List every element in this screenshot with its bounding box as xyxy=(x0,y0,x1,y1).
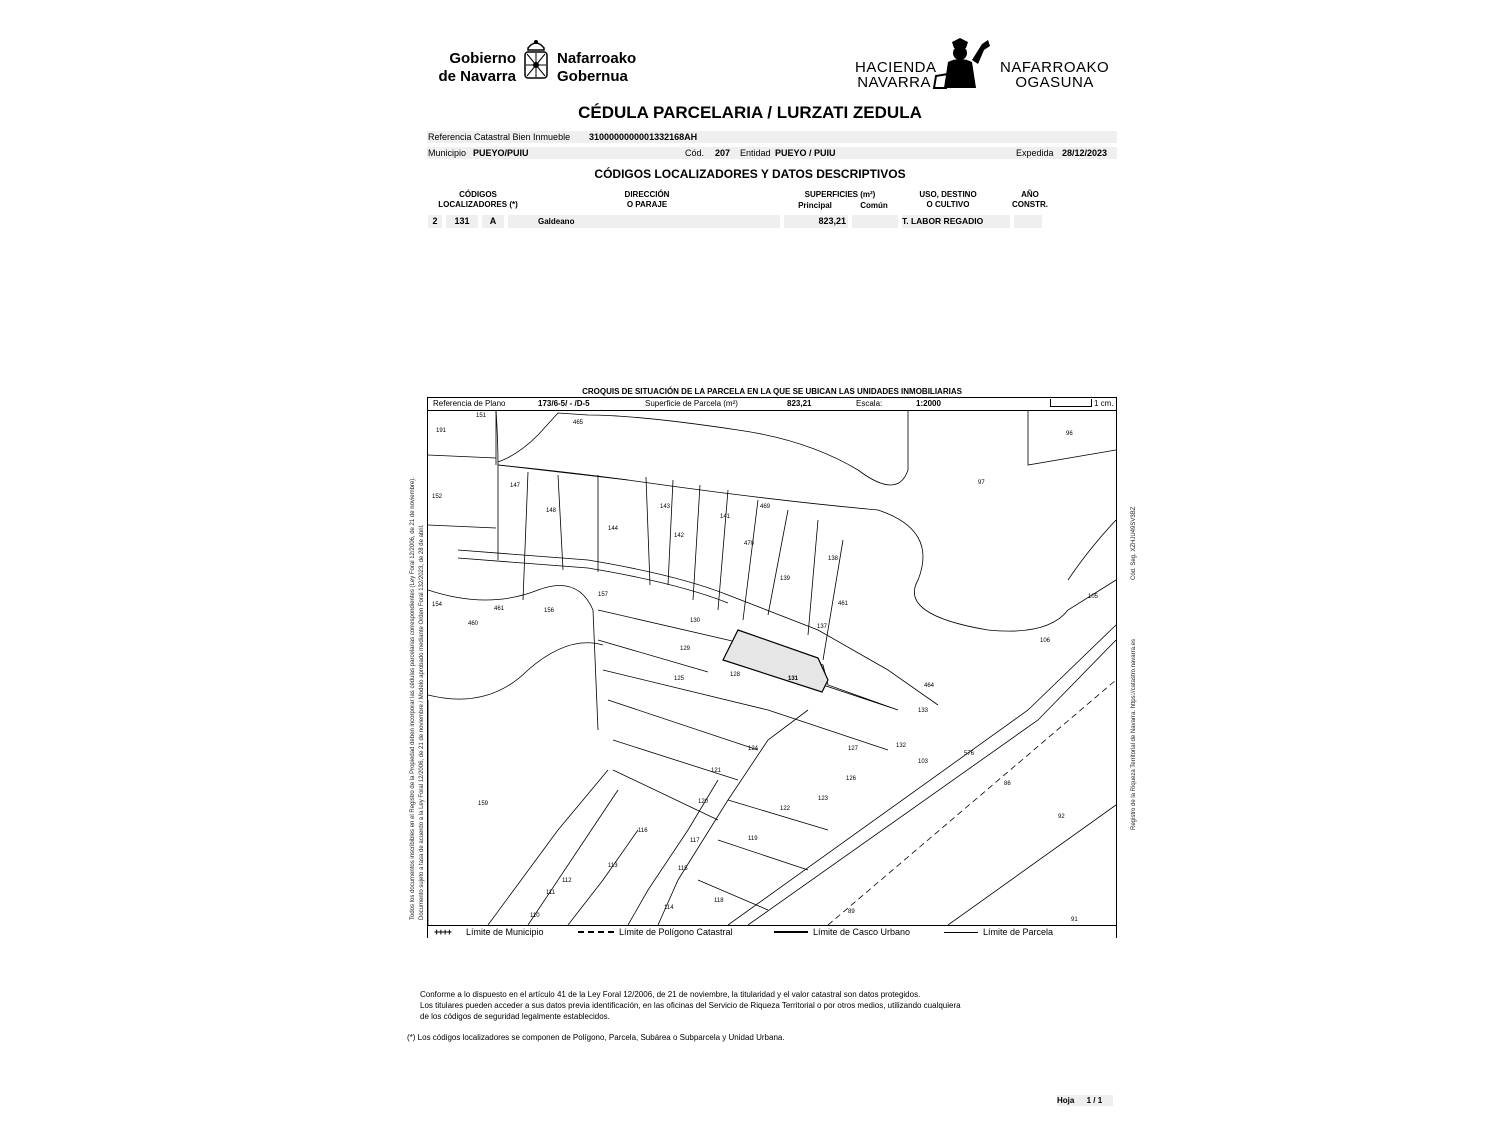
svg-text:141: 141 xyxy=(720,514,731,520)
plano-label: Referencia de Plano xyxy=(433,399,506,408)
svg-text:121: 121 xyxy=(711,768,722,774)
page-number: Hoja 1 / 1 xyxy=(1057,1095,1113,1106)
svg-text:111: 111 xyxy=(546,890,556,896)
legend-poligono: Límite de Polígono Catastral xyxy=(619,927,733,937)
superficie-value: 823,21 xyxy=(787,399,812,408)
poligono-line-icon xyxy=(578,931,614,933)
header-uso: USO, DESTINO O CULTIVO xyxy=(919,190,977,209)
svg-text:461: 461 xyxy=(494,606,505,612)
municipio-value: PUEYO/PUIU xyxy=(473,148,529,158)
svg-text:122: 122 xyxy=(780,806,791,812)
svg-text:144: 144 xyxy=(608,526,619,532)
ref-label: Referencia Catastral Bien Inmueble xyxy=(428,132,571,142)
header-ano: AÑO CONSTR. xyxy=(1012,190,1048,209)
svg-text:576: 576 xyxy=(964,751,975,757)
svg-text:128: 128 xyxy=(730,672,741,678)
legend-municipio: Límite de Municipio xyxy=(466,927,544,937)
svg-text:125: 125 xyxy=(674,676,685,682)
svg-text:464: 464 xyxy=(924,683,935,689)
svg-text:157: 157 xyxy=(598,592,609,598)
row-principal: 823,21 xyxy=(784,215,848,228)
svg-text:115: 115 xyxy=(678,866,688,872)
header-codigos: CÓDIGOS LOCALIZADORES (*) xyxy=(438,190,518,209)
nafarroako-label: Nafarroako Gobernua xyxy=(557,50,637,85)
header-direccion: DIRECCIÓN O PARAJE xyxy=(624,190,670,209)
svg-text:96: 96 xyxy=(1066,431,1073,437)
svg-text:156: 156 xyxy=(544,608,555,614)
scale-unit: 1 cm. xyxy=(1094,399,1114,408)
plano-value: 173/6-5/ - /D-5 xyxy=(538,399,590,408)
row-paraje: Galdeano xyxy=(508,215,780,228)
cod-label: Cód. xyxy=(685,148,705,158)
svg-text:92: 92 xyxy=(1058,814,1065,820)
svg-text:110: 110 xyxy=(530,913,540,919)
svg-text:113: 113 xyxy=(608,863,618,869)
entidad-label: Entidad xyxy=(740,148,771,158)
svg-text:117: 117 xyxy=(690,838,700,844)
svg-text:159: 159 xyxy=(478,801,489,807)
municipio-label: Municipio xyxy=(428,148,467,158)
superficie-label: Superficie de Parcela (m²) xyxy=(645,399,738,408)
expedida-label: Expedida xyxy=(1016,148,1054,158)
svg-text:103: 103 xyxy=(918,759,929,765)
svg-text:124: 124 xyxy=(748,746,759,752)
map-legend xyxy=(428,925,1116,938)
parcela-line-icon xyxy=(944,932,978,933)
svg-text:89: 89 xyxy=(848,909,855,915)
row-comun xyxy=(852,215,898,228)
svg-text:120: 120 xyxy=(698,799,709,805)
svg-text:129: 129 xyxy=(680,646,691,652)
ref-catastral-row xyxy=(427,131,1117,143)
svg-text:465: 465 xyxy=(573,420,584,426)
header-comun: Común xyxy=(860,201,888,210)
svg-text:152: 152 xyxy=(432,494,443,500)
left-legal-note-2: Documento sujeto a tasa de acuerdo a la Ley Foral 12/2006, de 21 de noviembre / Modelo aprobado mediante Orden Foral 132/2023, de 28 de abril. xyxy=(419,524,425,920)
legend-casco: Límite de Casco Urbano xyxy=(813,927,911,937)
legend-parcela: Límite de Parcela xyxy=(983,927,1054,937)
codes-note: (*) Los códigos localizadores se componen de Polígono, Parcela, Subárea o Subparcela y Unidad Urbana. xyxy=(407,1033,785,1042)
row-uso: T. LABOR REGADIO xyxy=(902,215,1010,228)
casco-line-icon xyxy=(774,931,808,933)
svg-text:154: 154 xyxy=(432,602,443,608)
row-poligono: 2 xyxy=(428,215,442,228)
svg-text:91: 91 xyxy=(1071,917,1078,923)
svg-text:106: 106 xyxy=(1040,638,1051,644)
ogasuna-label: NAFARROAKO OGASUNA xyxy=(1000,59,1110,91)
svg-text:142: 142 xyxy=(674,533,685,539)
right-security-code: Cód. Seg. XZHJU49SV3BZ xyxy=(1131,506,1137,580)
svg-text:112: 112 xyxy=(562,878,572,884)
svg-text:127: 127 xyxy=(848,746,859,752)
svg-text:118: 118 xyxy=(714,898,724,904)
svg-text:469: 469 xyxy=(760,504,771,510)
section-subtitle: CÓDIGOS LOCALIZADORES Y DATOS DESCRIPTIVOS xyxy=(594,167,906,181)
map-reference-bar xyxy=(428,398,1116,411)
map-title: CROQUIS DE SITUACIÓN DE LA PARCELA EN LA QUE SE UBICAN LAS UNIDADES INMOBILIARIAS xyxy=(582,387,962,396)
svg-text:151: 151 xyxy=(476,413,487,419)
svg-text:119: 119 xyxy=(748,836,758,842)
svg-text:470: 470 xyxy=(744,541,755,547)
gobierno-label: Gobierno de Navarra xyxy=(438,50,516,85)
svg-text:143: 143 xyxy=(660,504,671,510)
municipio-row xyxy=(427,147,1117,159)
svg-text:132: 132 xyxy=(896,743,907,749)
svg-text:105: 105 xyxy=(1088,594,1099,600)
svg-text:86: 86 xyxy=(1004,781,1011,787)
municipio-line-icon: ++++ xyxy=(434,927,452,937)
svg-text:139: 139 xyxy=(780,576,791,582)
header-principal: Principal xyxy=(798,201,832,210)
svg-text:131: 131 xyxy=(788,676,799,682)
svg-text:148: 148 xyxy=(546,508,557,514)
svg-text:116: 116 xyxy=(638,828,648,834)
entidad-value: PUEYO / PUIU xyxy=(775,148,836,158)
svg-text:133: 133 xyxy=(918,708,929,714)
header-superficies: SUPERFICIES (m²) xyxy=(804,190,876,199)
left-legal-note-1: Todos los documentos inscribibles en el Registro de la Propiedad deben incorporar las cédulas parcelarias correspondientes (Ley Foral 12/2006, de 21 de noviembre). xyxy=(410,477,416,920)
row-parcela: 131 xyxy=(446,215,478,228)
navarra-shield-icon xyxy=(520,36,552,84)
row-ano xyxy=(1014,215,1042,228)
escala-value: 1:2000 xyxy=(916,399,941,408)
hacienda-label: HACIENDA NAVARRA xyxy=(855,59,937,91)
svg-text:138: 138 xyxy=(828,556,839,562)
parcel-label: 191 xyxy=(436,428,447,434)
svg-text:147: 147 xyxy=(510,483,521,489)
svg-text:114: 114 xyxy=(664,905,674,911)
svg-text:461: 461 xyxy=(838,601,849,607)
hacienda-figure-icon xyxy=(932,36,996,90)
ref-value: 3100000000001332168AH xyxy=(589,132,698,142)
svg-text:123: 123 xyxy=(818,796,829,802)
right-registry-note: Registro de la Riqueza Territorial de Navarra. https://catastro.navarra.es xyxy=(1131,639,1137,830)
scale-bar-icon xyxy=(1050,399,1092,407)
row-subarea: A xyxy=(482,215,504,228)
svg-text:97: 97 xyxy=(978,480,985,486)
escala-label: Escala: xyxy=(856,399,883,408)
cadastral-map xyxy=(428,410,1116,925)
svg-text:126: 126 xyxy=(846,776,857,782)
expedida-value: 28/12/2023 xyxy=(1062,148,1108,158)
legal-footer: Conforme a lo dispuesto en el artículo 41 de la Ley Foral 12/2006, de 21 de noviembre, la titularidad y el valor catastral son datos protegidos. Los titulares pueden acceder a sus datos previa identificación, en las oficinas del Servicio de Riqueza Territorial o por otros medios, utilizando cualquiera de los códigos de seguridad legalmente establecidos. xyxy=(420,990,961,1021)
cod-value: 207 xyxy=(715,148,731,158)
svg-text:137: 137 xyxy=(817,624,828,630)
map-svg xyxy=(428,410,1116,925)
svg-text:460: 460 xyxy=(468,621,479,627)
page-title: CÉDULA PARCELARIA / LURZATI ZEDULA xyxy=(578,103,922,122)
svg-text:130: 130 xyxy=(690,618,701,624)
